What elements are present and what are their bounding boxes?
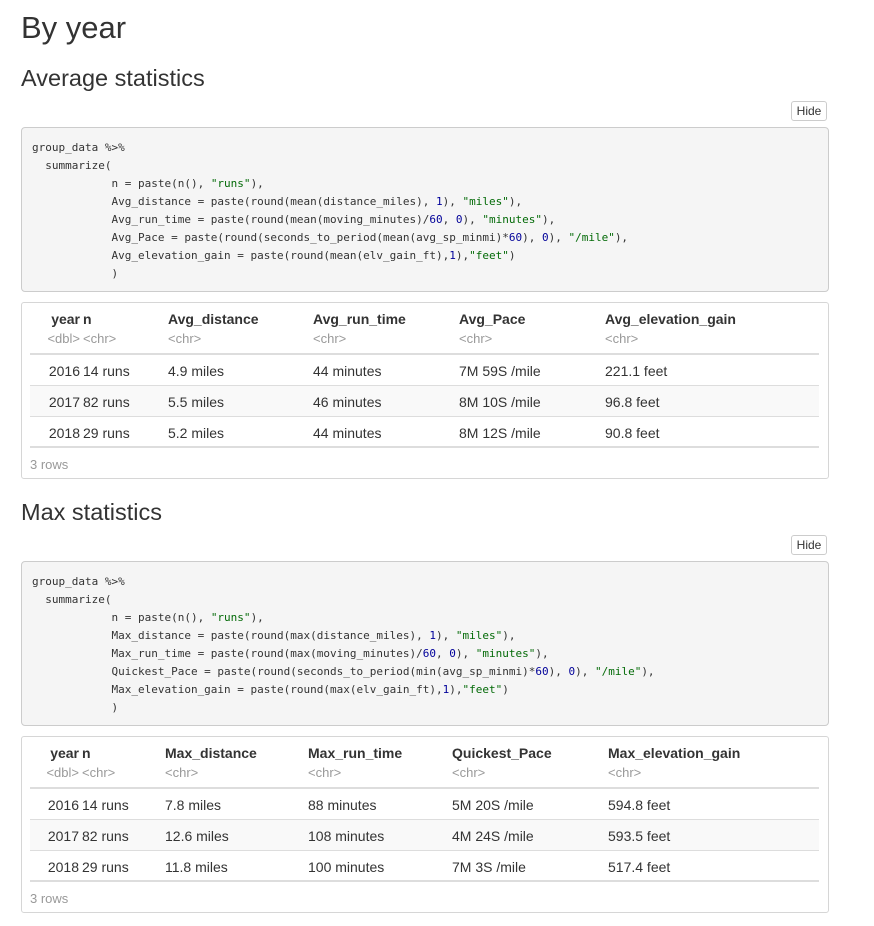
table-cell: 44 minutes [313, 425, 382, 441]
data-table [21, 736, 829, 913]
code-line [32, 663, 818, 681]
column-type: <chr> [605, 331, 639, 346]
section-heading-max: Max statistics [21, 499, 163, 525]
table-cell: 46 minutes [313, 394, 382, 410]
table-row [30, 851, 819, 882]
column-type: <chr> [452, 765, 486, 780]
table-cell: 12.6 miles [165, 828, 229, 844]
row-count: 3 rows [30, 457, 69, 472]
code-token: Max_run_time = paste(round(max(moving_minutes)/ [32, 647, 423, 660]
code-line [32, 265, 818, 283]
column-type: <dbl> [46, 765, 79, 780]
code-token: ), [455, 647, 476, 660]
code-token: 0 [541, 231, 549, 244]
code-token: ), [508, 195, 523, 208]
column-type: <dbl> [47, 331, 80, 346]
table-cell: 4.9 miles [168, 363, 225, 379]
code-token: , [435, 647, 450, 660]
table-cell: 7M 59S /mile [459, 363, 541, 379]
row-count: 3 rows [30, 891, 69, 906]
code-token: "minutes" [482, 213, 542, 226]
code-token: 60 [508, 231, 523, 244]
column-header[interactable]: Avg_run_time [313, 311, 406, 327]
code-token: 60 [429, 213, 443, 226]
table-row [30, 789, 819, 820]
column-header[interactable]: Max_elevation_gain [608, 745, 741, 761]
table-cell: 5.2 miles [168, 425, 225, 441]
table-cell: 7M 3S /mile [452, 859, 526, 875]
table-cell: 7.8 miles [165, 797, 222, 813]
column-header[interactable]: Max_run_time [308, 745, 403, 761]
code-line [32, 211, 818, 229]
table-cell: 82 runs [83, 394, 130, 410]
table-cell: 5M 20S /mile [452, 797, 534, 813]
table-cell: 2016 [48, 363, 80, 379]
code-token: ) [32, 701, 119, 714]
column-header[interactable]: Avg_distance [168, 311, 259, 327]
column-type: <chr> [83, 331, 117, 346]
table-cell: 11.8 miles [165, 859, 228, 875]
table-header [22, 737, 828, 789]
column-header[interactable]: Avg_Pace [459, 311, 526, 327]
table-row [30, 355, 819, 386]
table-cell: 2018 [47, 859, 79, 875]
code-line [32, 591, 818, 609]
code-line [32, 175, 818, 193]
table-cell: 100 minutes [308, 859, 385, 875]
code-token: ), [535, 647, 549, 660]
column-type: <chr> [608, 765, 642, 780]
table-cell: 593.5 feet [608, 828, 671, 844]
section-heading-average: Average statistics [21, 65, 205, 91]
code-token: ), [455, 249, 470, 262]
code-line [32, 157, 818, 175]
code-block [21, 127, 829, 292]
code-token: "feet" [462, 683, 503, 696]
code-token: 0 [449, 647, 456, 660]
code-token: 0 [455, 213, 463, 226]
table-cell: 29 runs [83, 425, 130, 441]
code-token: Max_elevation_gain = paste(round(max(elv_gain_ft), [32, 683, 443, 696]
data-table [21, 302, 829, 479]
code-token: Avg_run_time = paste(round(mean(moving_minutes)/ [32, 213, 430, 226]
table-cell: 5.5 miles [168, 394, 225, 410]
table-cell: 90.8 feet [605, 425, 660, 441]
code-token: summarize( [32, 159, 112, 172]
code-token: "miles" [455, 629, 503, 642]
code-token: ), [442, 195, 463, 208]
table-cell: 221.1 feet [605, 363, 668, 379]
code-line [32, 247, 818, 265]
code-block [21, 561, 829, 726]
code-token: "miles" [462, 195, 509, 208]
table-cell: 8M 10S /mile [459, 394, 541, 410]
code-token: ), [541, 213, 556, 226]
hide-code-button[interactable]: Hide [791, 101, 827, 121]
column-header[interactable]: year [51, 311, 80, 327]
code-token: 1 [449, 249, 456, 262]
column-type: <chr> [82, 765, 116, 780]
code-token: summarize( [32, 593, 112, 606]
code-line [32, 229, 818, 247]
code-token: ), [548, 231, 569, 244]
table-cell: 2018 [48, 425, 80, 441]
column-header[interactable]: n [82, 745, 91, 761]
table-cell: 2016 [47, 797, 79, 813]
code-token: Quickest_Pace = paste(round(seconds_to_period(min(avg_sp_minmi)* [32, 665, 536, 678]
code-token: ) [32, 267, 119, 280]
code-token: Avg_elevation_gain = paste(round(mean(elv_gain_ft), [32, 249, 450, 262]
table-cell: 2017 [48, 394, 80, 410]
code-token: ), [614, 231, 629, 244]
table-row [30, 820, 819, 851]
hide-code-button[interactable]: Hide [791, 535, 827, 555]
code-token: 60 [535, 665, 549, 678]
table-row [30, 417, 819, 448]
column-header[interactable]: Quickest_Pace [452, 745, 552, 761]
column-header[interactable]: year [50, 745, 79, 761]
code-token: ), [250, 611, 264, 624]
code-token: ), [548, 665, 569, 678]
code-line [32, 699, 818, 717]
code-token: n = paste(n(), [32, 611, 211, 624]
code-token: 1 [442, 683, 450, 696]
code-token: ), [502, 629, 516, 642]
column-type: <chr> [168, 331, 202, 346]
table-cell: 2017 [47, 828, 79, 844]
code-token: group_data %>% [32, 141, 125, 154]
code-token: n = paste(n(), [32, 177, 211, 190]
table-cell: 29 runs [82, 859, 129, 875]
code-token: "/mile" [594, 665, 642, 678]
column-header[interactable]: n [83, 311, 92, 327]
code-token: ), [522, 231, 542, 244]
code-token: ), [462, 213, 483, 226]
code-token: 1 [435, 195, 443, 208]
code-token: Avg_Pace = paste(round(seconds_to_period(mean(avg_sp_minmi)* [32, 231, 509, 244]
code-token: ) [502, 683, 509, 696]
code-token: 60 [422, 647, 436, 660]
page-title: By year [21, 10, 127, 45]
table-cell: 88 minutes [308, 797, 377, 813]
table-cell: 44 minutes [313, 363, 382, 379]
column-type: <chr> [308, 765, 342, 780]
code-token: 1 [429, 629, 436, 642]
column-header[interactable]: Max_distance [165, 745, 257, 761]
code-token: "minutes" [475, 647, 536, 660]
table-cell: 82 runs [82, 828, 129, 844]
code-token: 0 [568, 665, 576, 678]
code-token: ), [435, 629, 456, 642]
code-token: Max_distance = paste(round(max(distance_miles), [32, 629, 430, 642]
code-token: ), [575, 665, 595, 678]
table-row [30, 386, 819, 417]
table-cell: 96.8 feet [605, 394, 660, 410]
code-line [32, 193, 818, 211]
code-token: "runs" [210, 611, 251, 624]
code-token: "/mile" [568, 231, 615, 244]
code-token: Avg_distance = paste(round(mean(distance_miles), [32, 195, 436, 208]
table-cell: 14 runs [83, 363, 130, 379]
code-line [32, 573, 818, 591]
code-line [32, 609, 818, 627]
table-cell: 8M 12S /mile [459, 425, 541, 441]
table-cell: 4M 24S /mile [452, 828, 534, 844]
table-cell: 517.4 feet [608, 859, 671, 875]
column-header[interactable]: Avg_elevation_gain [605, 311, 736, 327]
code-line [32, 627, 818, 645]
code-line [32, 645, 818, 663]
code-token: ), [449, 683, 463, 696]
table-cell: 594.8 feet [608, 797, 671, 813]
column-type: <chr> [459, 331, 493, 346]
code-token: ), [641, 665, 655, 678]
code-token: ) [508, 249, 516, 262]
code-token: "runs" [210, 177, 251, 190]
table-header [22, 303, 828, 355]
code-token: group_data %>% [32, 575, 125, 588]
column-type: <chr> [313, 331, 347, 346]
code-token: ), [250, 177, 264, 190]
code-line [32, 681, 818, 699]
code-line [32, 139, 818, 157]
table-cell: 14 runs [82, 797, 129, 813]
table-cell: 108 minutes [308, 828, 385, 844]
column-type: <chr> [165, 765, 199, 780]
code-token: , [442, 213, 456, 226]
code-token: "feet" [469, 249, 509, 262]
